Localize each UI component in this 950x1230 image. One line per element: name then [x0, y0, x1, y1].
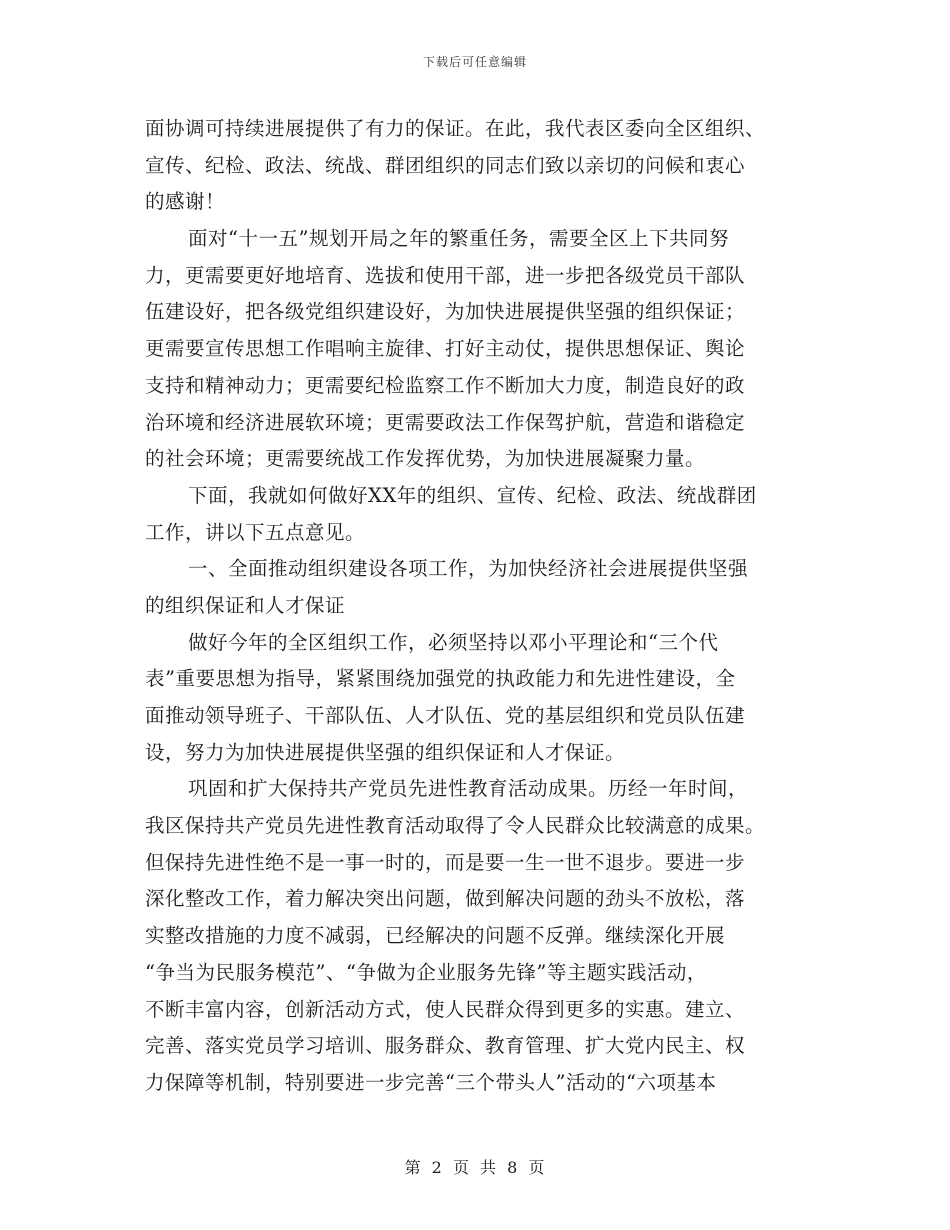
- text-line: 我区保持共产党员先进性教育活动取得了令人民群众比较满意的成果。: [145, 814, 766, 838]
- text-line: 面对“十一五”规划开局之年的繁重任务，需要全区上下共同努: [188, 227, 729, 251]
- text-line: 治环境和经济进展软环境；更需要政法工作保驾护航，营造和谐稳定: [145, 410, 746, 434]
- text-line: 面推动领导班子、干部队伍、人才队伍、党的基层组织和党员队伍建: [145, 704, 746, 727]
- text-line: 力保障等机制，特别要进一步完善“三个带头人”活动的“六项基本: [145, 1070, 717, 1094]
- text-line: 的感谢！: [145, 190, 226, 214]
- text-line: 不断丰富内容，创新活动方式，使人民群众得到更多的实惠。建立、: [145, 997, 746, 1021]
- text-line: 支持和精神动力；更需要纪检监察工作不断加大力度，制造良好的政: [145, 373, 746, 397]
- text-line: 伍建设好，把各级党组织建设好，为加快进展提供坚强的组织保证；: [145, 300, 746, 324]
- text-line: 面协调可持续进展提供了有力的保证。在此，我代表区委向全区组织、: [145, 117, 766, 140]
- text-line: 表”重要思想为指导，紧紧围绕加强党的执政能力和先进性建设，全: [145, 667, 736, 691]
- text-line: 做好今年的全区组织工作，必须坚持以邓小平理论和“三个代: [188, 630, 719, 654]
- text-line: 巩固和扩大保持共产党员先进性教育活动成果。历经一年时间，: [188, 777, 749, 801]
- text-line: 实整改措施的力度不减弱，已经解决的问题不反弹。继续深化开展: [145, 924, 726, 948]
- text-line: “争当为民服务模范”、“争做为企业服务先锋”等主题实践活动，: [145, 960, 707, 984]
- text-line: 完善、落实党员学习培训、服务群众、教育管理、扩大党内民主、权: [145, 1034, 746, 1058]
- text-line: 的社会环境；更需要统战工作发挥优势，为加快进展凝聚力量。: [145, 447, 706, 471]
- text-line: 力，更需要更好地培育、选拔和使用干部，进一步把各级党员干部队: [145, 263, 746, 287]
- document-body: [145, 111, 805, 1102]
- text-line: 的组织保证和人才保证: [145, 593, 346, 617]
- text-line: 宣传、纪检、政法、统战、群团组织的同志们致以亲切的问候和衷心: [145, 153, 746, 177]
- text-line: 工作，讲以下五点意见。: [145, 520, 366, 544]
- text-line: 更需要宣传思想工作唱响主旋律、打好主动仗，提供思想保证、舆论: [145, 337, 746, 361]
- text-line: 但保持先进性绝不是一事一时的，而是要一生一世不退步。要进一步: [145, 850, 746, 874]
- text-line: 设，努力为加快进展提供坚强的组织保证和人才保证。: [145, 740, 626, 764]
- page-number-footer: 第 2 页 共 8 页: [404, 1158, 546, 1177]
- text-line: 下面，我就如何做好XX年的组织、宣传、纪检、政法、统战群团: [188, 483, 757, 507]
- text-line: 一、全面推动组织建设各项工作，为加快经济社会进展提供坚强: [188, 557, 749, 581]
- text-line: 深化整改工作，着力解决突出问题，做到解决问题的劲头不放松，落: [145, 887, 746, 911]
- page-header: 下载后可任意编辑: [422, 55, 527, 69]
